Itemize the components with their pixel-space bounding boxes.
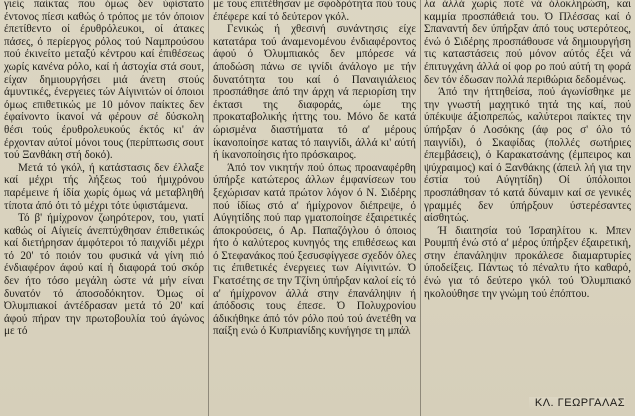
paragraph: Άπό τον νικητήν πού όπως προαναφέρθη ύπήρξε κατώτερος άλλων έμφανίσεων του ξεχώρισαν κατά πρώτον λόγον ό Ν. Σιδέρης πού ίδίως στό α' ήμίχρονον διέπρεψε, ό Αύγητίδης πού παρ γματοποίησε έξαιρετικές άποκρούσεις, ό Αρ. Παπαζόγλου ό όποιος ήτο ό καλύτερος κυνηγός της επιθέσεως και ό Στεφανάκος πού ξεσυσφίγγεσε σχεδόν όλες τις έπιθετικές ένεργειες των Αίγινιτών. Ό Γκατσέτης σε την Τζίνη ύπήρξαν καλοί είς τό α' ήμίχρονον άλλά στην έπανάληψιν ή άπόδοσις τους έπεσε. Ό Πολυχρονίου άδικήθηκε άπό τόν ρόλο πού τού άνετέθη να παίξη ενώ ό Κυπριανίδης κυνήγησε τη μπάλ: [213, 161, 416, 338]
article-column-2: [213, 0, 416, 416]
paragraph: Γενικώς ή χθεσινή συνάντησις είχε κατατάρα τού άναμενομένου ένδιαφέροντος άφού ό Όλυμπιακός δεν μπόρεσε νά άποδώση πάνω σε ιγνίδι άνάλογο με τήν δυνατότητα του καί ό Παναιγιάλειος προσπάθησε άπό την άρχη νά περιορίση την έκτασι της διαφοράς, ώμε της προκαταβολικής ήττης του. Μόνο δε κατά ώρισμένα διαστήματα τό α' μέρους ίκανοποίησε κατας τό παιγνίδι, άλλά κι' αύτή ή ίκανοποίησις ήτο πρόσκαιρος.: [213, 23, 416, 162]
article-column-3: [424, 0, 631, 416]
paragraph: Ή διαιτησία τού Ίσραηλίτου κ. Μπεν Ρουμπή ένώ στό α' μέρος ύπήρξεν έξαιρετική, στην έπανάληψιν προκάλεσε διαμαρτυρίες ύποδείξεις. Πάντως τό πέναλτυ ήτο καθαρό, ένώ για τό δεύτερο γκόλ τού Όλυμπιακό ηκολούθησε την γνώμη τού έπόπτου.: [424, 224, 631, 300]
paragraph: με τους επιτέθησαν με σφοδρότητα πού τους έπέφερε καί τό δεύτερον γκόλ.: [213, 0, 416, 23]
article-column-1: [4, 0, 204, 416]
paragraph: Μετά τό γκόλ, ή κατάστασις δεν έλλαξε καί μέχρι τής λήξεως τού ήμιχρόνου παρέμεινε ή ίδία χωρίς όμως νά μεταβληθή τίποτα άπό ότι τό μέχρι τότε ύφιστάμενα.: [4, 161, 204, 212]
author-signature: ΚΛ. ΓΕΩΡΓΑΛΑΣ: [529, 397, 625, 410]
paragraph: Άπό την ήττηθείσα, πού άγωνίσθηκε με την γνωστή μαχητικό τητά της καί, πού ύπέκυψε άξιοπρεπώς, καλύτεροι παίκτες την ύπήρξαν ό Λοσόκης (άφ ρος σ' όλο τό παιγνίδι), ό Σκαφίδας (πολλές σωτήριες έπεμβάσεις), ό Καρακατσάνης (έμπειρος και ψύχραιμος) καί ό Ξανθάκης (άπειλ λή για την έστία τού Αύγητίδη) Οί ύπόλοιποι προσπάθησαν τό κατά δύναμιν καί σε γενικές γραμμές δεν ύπήρξουν ύστερέσαντες αίσθητώς.: [424, 86, 631, 225]
paragraph: λα άλλά χωρίς ποτέ νά όλοκληρώση, και καμμία προσπάθειά του. Ό Πλέσσας καί ό Σπαναντή δεν ύπήρξαν άπό τους υστερότεος, ένώ ό Σιδέρης προσπάθουσε νά δημιουργήση τις καταστάσεις πού μόνον αύτός έξει νά έπιτυγχάνη άλλά οί φορ ρο πού αύτή τη φορά δεν τόν έδωσαν πολλά περιθώρια δεδομένως.: [424, 0, 631, 86]
column-divider: [420, 0, 421, 416]
paragraph: Τό β' ήμίχρονον ζωηρότερον, του, γιατί καθώς οί Αίγιείς άνεπτύχθησαν έπιθετικώς καί διετήρησαν άμφότεροι τό παιχνίδι μέχρι τό 20' τό ποιόν του φυσικά νά γίνη πιό ένδιαφέρον άφού καί ή διαφορά τού σκόρ δεν ήτο τόσο μεγάλη ώστε νά μήν είναι δυνατόν τό άποσοδόκητον. Όμως οί Όλυμπιακοί άντέδρασαν μετά τό 20' καί άφού πήραν την πρωτοβουλία τού άγώνος με τό: [4, 212, 204, 338]
paragraph: γιείς παίκτας που όμως δεν ύφίστατο έντονος πίεσι καθώς ό τρόπος με τόν όποιον έπετίθεντο οί έρυθρόλευκοι, οί άτακες πάσες, ό περίεργος ρόλος τού Ναμπρούσου πού έκινείτο μεταξύ κέντρου καί έπιθέσεως χωρίς κανένα ρόλο, καί ή άστοχία στά σουτ, είχαν δημιουργήσει μιά άνετη στούς άμυντικές, ένεργειες τών Αίγινιτών οί όποιοι όμως επιθετικώς με 10 μόνον παίκτες δεν έφαίνοντο ίκανοί νά φέρουν σέ δύσκολη θέσι τούς έρυθρολευκούς έκτός κι' άν έρχονταν αύτοί μόνοι τους (περίπτωσις σουτ τού Ξανθάκη στή δοκό).: [4, 0, 204, 162]
column-divider: [208, 0, 209, 416]
